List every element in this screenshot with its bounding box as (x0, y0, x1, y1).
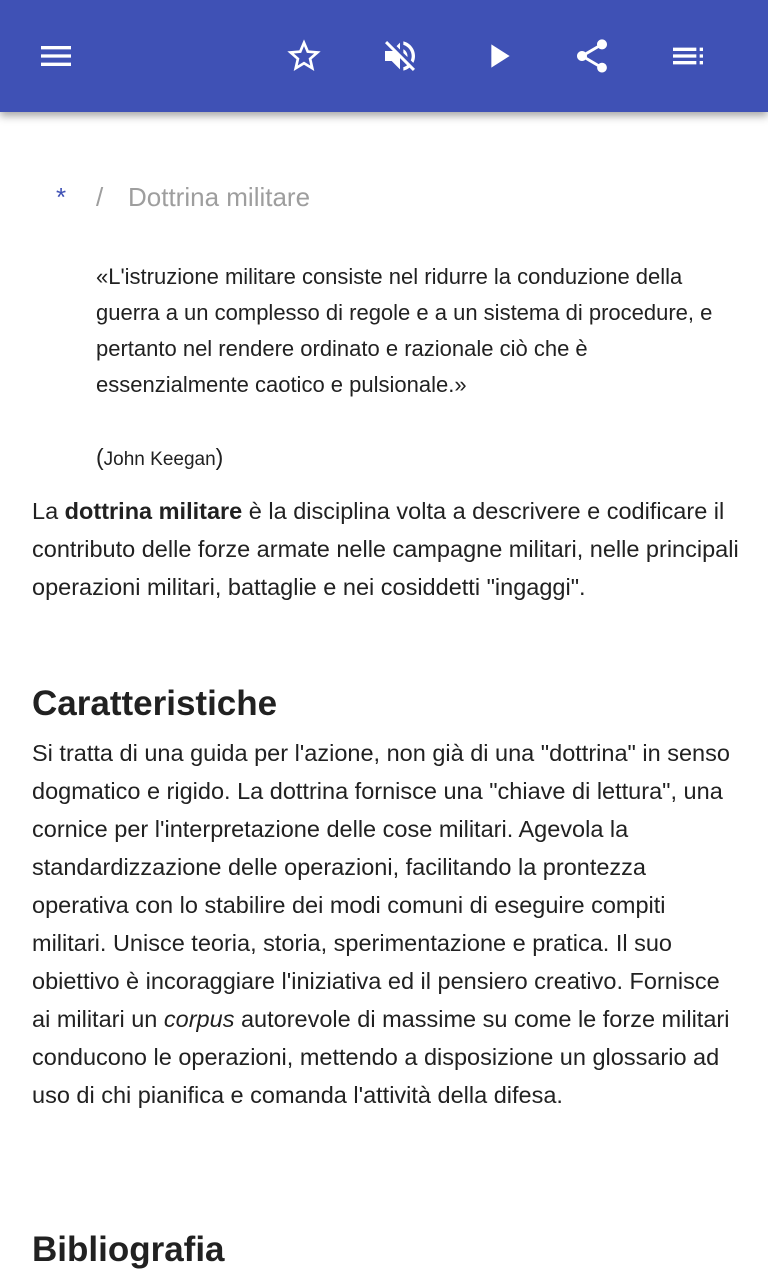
play-icon (478, 36, 518, 76)
contents-button[interactable] (664, 32, 712, 80)
breadcrumb-current: Dottrina militare (128, 182, 311, 212)
caratteristiche-paragraph (32, 734, 742, 1114)
menu-button[interactable] (32, 32, 80, 80)
share-button[interactable] (568, 32, 616, 80)
author-name: John Keegan (103, 449, 216, 470)
share-icon (572, 36, 612, 76)
playlist-icon (668, 36, 708, 76)
intro-paragraph (32, 492, 742, 606)
breadcrumb-root-link[interactable]: * (56, 182, 67, 212)
breadcrumb (56, 182, 310, 213)
volume-off-icon (380, 36, 420, 76)
italic-term: corpus (163, 1006, 235, 1032)
paragraph-text-rest: autorevole di massime su come le forze militari conducono le operazioni, mettendo a disposizione un glossario ad uso di chi pianifica e comanda l'attività della difesa. (32, 1006, 730, 1108)
section-heading-bibliografia: Bibliografia (32, 1230, 225, 1269)
star-icon (284, 36, 324, 76)
play-button[interactable] (474, 32, 522, 80)
paragraph-text: Si tratta di una guida per l'azione, non già di una "dottrina" in senso dogmatico e rigido. La dottrina fornisce una "chiave di lettura", una cornice per l'interpretazione delle cose militari. Agevola la standardizzazione delle operazioni, facilitando la prontezza operativa con lo stabilire dei modi comuni di eseguire compiti militari. Unisce teoria, storia, sperimentazione e pratica. Il suo obiettivo è incoraggiare l'iniziativa ed il pensiero creativo. Fornisce ai militari un (32, 740, 730, 1032)
breadcrumb-separator: / (96, 182, 104, 212)
intro-text: La (32, 498, 65, 524)
quote-author (96, 444, 223, 471)
mute-button[interactable] (376, 32, 424, 80)
paren-open: ( (96, 444, 104, 470)
intro-bold-term: dottrina militare (64, 498, 243, 524)
paren-close: ) (215, 444, 224, 470)
section-heading-caratteristiche: Caratteristiche (32, 684, 278, 723)
menu-icon (36, 36, 76, 76)
quote-text: «L'istruzione militare consiste nel ridurre la conduzione della guerra a un complesso di regole e a un sistema di procedure, e pertanto nel rendere ordinato e razionale ciò che è essenzialmente caotico e pulsionale.» (96, 264, 713, 397)
favorite-button[interactable] (280, 32, 328, 80)
intro-text-rest: è la disciplina volta a descrivere e codificare il contributo delle forze armate nelle campagne militari, nelle principali operazioni militari, battaglie e nei cosiddetti "ingaggi". (32, 498, 739, 600)
app-bar (0, 0, 768, 112)
